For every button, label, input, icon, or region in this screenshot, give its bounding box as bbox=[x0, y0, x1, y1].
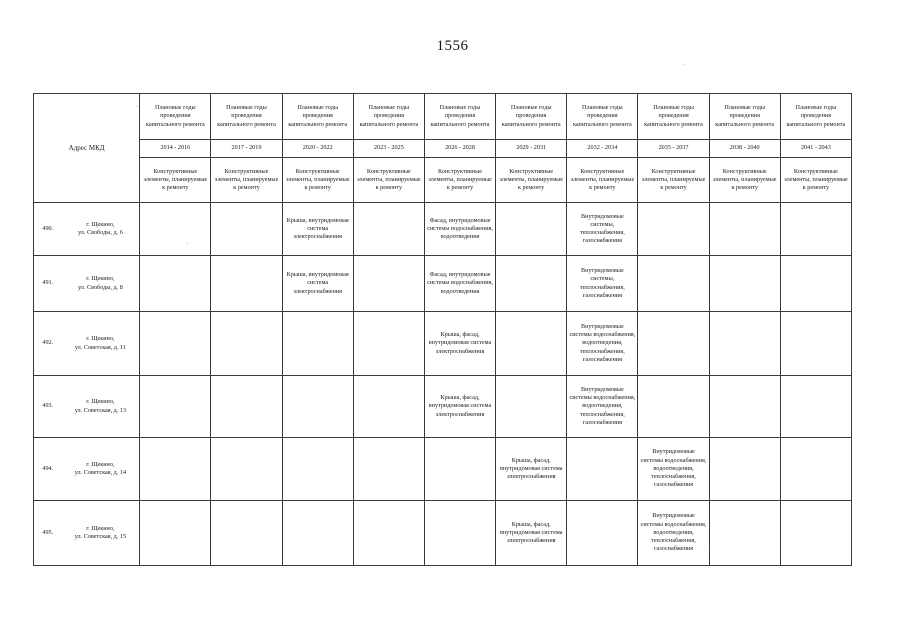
planned-years-header: Плановые годы проведения капитального ремонта bbox=[709, 94, 780, 140]
repair-elements-cell: Внутридомовые системы, теплоснабжения, газоснабжения bbox=[567, 256, 638, 312]
repair-elements-cell: Внутридомовые системы водоснабжения, водоотведения, теплоснабжения, газоснабжения bbox=[567, 312, 638, 376]
row-number: 494. bbox=[34, 438, 62, 501]
repair-elements-cell bbox=[211, 501, 282, 566]
elements-header: Конструктивные элементы, планируемые к ремонту bbox=[424, 158, 495, 203]
elements-header: Конструктивные элементы, планируемые к ремонту bbox=[282, 158, 353, 203]
table-body bbox=[34, 203, 852, 566]
repair-elements-cell bbox=[496, 376, 567, 438]
table-header bbox=[34, 94, 852, 203]
address-city: г. Щекино, bbox=[86, 524, 115, 532]
repair-elements-cell bbox=[638, 312, 709, 376]
repair-elements-cell bbox=[282, 438, 353, 501]
table-row bbox=[34, 438, 852, 501]
repair-elements-cell bbox=[353, 312, 424, 376]
planned-years-header: Плановые годы проведения капитального ремонта bbox=[638, 94, 709, 140]
repair-elements-cell bbox=[211, 203, 282, 256]
scan-speck: · bbox=[186, 241, 188, 247]
repair-elements-cell bbox=[140, 376, 211, 438]
repair-elements-cell bbox=[211, 312, 282, 376]
elements-header: Конструктивные элементы, планируемые к ремонту bbox=[567, 158, 638, 203]
elements-header: Конструктивные элементы, планируемые к ремонту bbox=[638, 158, 709, 203]
address-street: ул. Свободы, д. 6 bbox=[77, 229, 123, 236]
planned-years-header: Плановые годы проведения капитального ремонта bbox=[567, 94, 638, 140]
table-row bbox=[34, 376, 852, 438]
repair-elements-cell bbox=[424, 438, 495, 501]
elements-header: Конструктивные элементы, планируемые к ремонту bbox=[496, 158, 567, 203]
repair-elements-cell bbox=[780, 501, 851, 566]
repair-elements-cell bbox=[780, 203, 851, 256]
address-cell bbox=[62, 256, 140, 312]
address-street: ул. Свободы, д. 8 bbox=[77, 283, 123, 291]
elements-header: Конструктивные элементы, планируемые к ремонту bbox=[140, 158, 211, 203]
repair-elements-cell bbox=[496, 203, 567, 256]
period-header: 2035 - 2037 bbox=[638, 140, 709, 158]
repair-elements-cell: Крыша, внутридомовая система электроснабжения bbox=[282, 203, 353, 256]
repair-elements-cell bbox=[353, 376, 424, 438]
repair-elements-cell bbox=[353, 256, 424, 312]
page-number: 1556 bbox=[436, 38, 469, 54]
planned-years-header: Плановые годы проведения капитального ремонта bbox=[424, 94, 495, 140]
planned-years-header: Плановые годы проведения капитального ремонта bbox=[496, 94, 567, 140]
repair-elements-cell: Крыша, фасад, внутридомовая система электроснабжения bbox=[424, 312, 495, 376]
table-row bbox=[34, 203, 852, 256]
repair-elements-cell bbox=[353, 203, 424, 256]
header-row-periods bbox=[34, 140, 852, 158]
address-city: г. Щекино, bbox=[86, 460, 115, 468]
address-street: ул. Советская, д. 13 bbox=[74, 406, 127, 414]
planned-years-header: Плановые годы проведения капитального ремонта bbox=[211, 94, 282, 140]
repair-elements-cell bbox=[709, 438, 780, 501]
scan-speck: · bbox=[708, 548, 710, 554]
address-city: г. Щекино, bbox=[86, 335, 115, 343]
period-header: 2026 - 2028 bbox=[424, 140, 495, 158]
header-row-planned-years bbox=[34, 94, 852, 140]
repair-elements-cell bbox=[140, 256, 211, 312]
planned-years-header: Плановые годы проведения капитального ремонта bbox=[282, 94, 353, 140]
capital-repair-table bbox=[33, 93, 852, 566]
repair-elements-cell bbox=[211, 256, 282, 312]
address-street: ул. Советская, д. 11 bbox=[74, 343, 126, 351]
repair-elements-cell bbox=[709, 501, 780, 566]
period-header: 2038 - 2040 bbox=[709, 140, 780, 158]
address-street: ул. Советская, д. 14 bbox=[74, 469, 127, 476]
repair-elements-cell bbox=[424, 501, 495, 566]
repair-elements-cell bbox=[709, 312, 780, 376]
repair-elements-cell bbox=[567, 501, 638, 566]
repair-elements-cell bbox=[780, 438, 851, 501]
repair-elements-cell: Фасад, внутридомовые системы водоснабжения, водоотведения bbox=[424, 256, 495, 312]
address-city: г. Щекино, bbox=[86, 398, 115, 406]
address-cell bbox=[62, 312, 140, 376]
repair-elements-cell bbox=[638, 376, 709, 438]
header-row-elements bbox=[34, 158, 852, 203]
elements-header: Конструктивные элементы, планируемые к ремонту bbox=[709, 158, 780, 203]
planned-years-header: Плановые годы проведения капитального ремонта bbox=[780, 94, 851, 140]
repair-elements-cell bbox=[140, 501, 211, 566]
elements-header: Конструктивные элементы, планируемые к ремонту bbox=[353, 158, 424, 203]
repair-elements-cell bbox=[638, 203, 709, 256]
repair-elements-cell: Крыша, фасад, внутридомовая система электроснабжения bbox=[424, 376, 495, 438]
row-number: 495. bbox=[34, 501, 62, 566]
address-cell bbox=[62, 203, 140, 256]
table-row bbox=[34, 312, 852, 376]
repair-elements-cell bbox=[353, 438, 424, 501]
repair-elements-cell bbox=[709, 203, 780, 256]
repair-elements-cell bbox=[709, 376, 780, 438]
elements-header: Конструктивные элементы, планируемые к ремонту bbox=[780, 158, 851, 203]
repair-elements-cell: Крыша, фасад, внутридомовая система электроснабжения bbox=[496, 438, 567, 501]
repair-elements-cell bbox=[353, 501, 424, 566]
repair-elements-cell bbox=[140, 203, 211, 256]
repair-elements-cell: Фасад, внутридомовые системы водоснабжения, водоотведения bbox=[424, 203, 495, 256]
repair-elements-cell: Крыша, внутридомовая система электроснабжения bbox=[282, 256, 353, 312]
period-header: 2020 - 2022 bbox=[282, 140, 353, 158]
row-number: 491. bbox=[34, 256, 62, 312]
row-number: 493. bbox=[34, 376, 62, 438]
planned-years-header: Плановые годы проведения капитального ремонта bbox=[140, 94, 211, 140]
repair-elements-cell bbox=[780, 312, 851, 376]
elements-header: Конструктивные элементы, планируемые к ремонту bbox=[211, 158, 282, 203]
table-row bbox=[34, 501, 852, 566]
address-city: г. Щекино, bbox=[86, 275, 115, 283]
address-cell bbox=[62, 376, 140, 438]
period-header: 2041 - 2043 bbox=[780, 140, 851, 158]
repair-elements-cell bbox=[780, 256, 851, 312]
repair-elements-cell bbox=[282, 312, 353, 376]
repair-elements-cell bbox=[496, 256, 567, 312]
address-cell bbox=[62, 501, 140, 566]
repair-elements-cell bbox=[211, 438, 282, 501]
row-number: 492. bbox=[34, 312, 62, 376]
scan-speck: · bbox=[136, 104, 138, 110]
repair-elements-cell bbox=[638, 256, 709, 312]
repair-elements-cell: Крыша, фасад, внутридомовая система электроснабжения bbox=[496, 501, 567, 566]
address-street: ул. Советская, д. 15 bbox=[74, 533, 127, 540]
address-cell bbox=[62, 438, 140, 501]
repair-elements-cell bbox=[496, 312, 567, 376]
repair-elements-cell: Внутридомовые системы водоснабжения, водоотведения, теплоснабжения, газоснабжения bbox=[638, 438, 709, 501]
repair-elements-cell bbox=[140, 312, 211, 376]
repair-elements-cell bbox=[140, 438, 211, 501]
repair-elements-cell bbox=[282, 376, 353, 438]
row-number: 490. bbox=[34, 203, 62, 256]
repair-elements-cell bbox=[780, 376, 851, 438]
repair-elements-cell bbox=[282, 501, 353, 566]
address-column-header: Адрес МКД bbox=[34, 94, 140, 203]
repair-elements-cell bbox=[211, 376, 282, 438]
repair-elements-cell: Внутридомовые системы водоснабжения, водоотведения, теплоснабжения, газоснабжения bbox=[567, 376, 638, 438]
address-city: г. Щекино, bbox=[86, 220, 115, 228]
planned-years-header: Плановые годы проведения капитального ремонта bbox=[353, 94, 424, 140]
scan-speck: · bbox=[683, 62, 685, 68]
period-header: 2023 - 2025 bbox=[353, 140, 424, 158]
repair-elements-cell bbox=[567, 438, 638, 501]
period-header: 2029 - 2031 bbox=[496, 140, 567, 158]
period-header: 2014 - 2016 bbox=[140, 140, 211, 158]
repair-elements-cell: Внутридомовые системы водоснабжения, водоотведения, теплоснабжения, газоснабжения bbox=[638, 501, 709, 566]
period-header: 2017 - 2019 bbox=[211, 140, 282, 158]
repair-elements-cell bbox=[709, 256, 780, 312]
table-row bbox=[34, 256, 852, 312]
period-header: 2032 - 2034 bbox=[567, 140, 638, 158]
repair-elements-cell: Внутридомовые системы, теплоснабжения, газоснабжения bbox=[567, 203, 638, 256]
